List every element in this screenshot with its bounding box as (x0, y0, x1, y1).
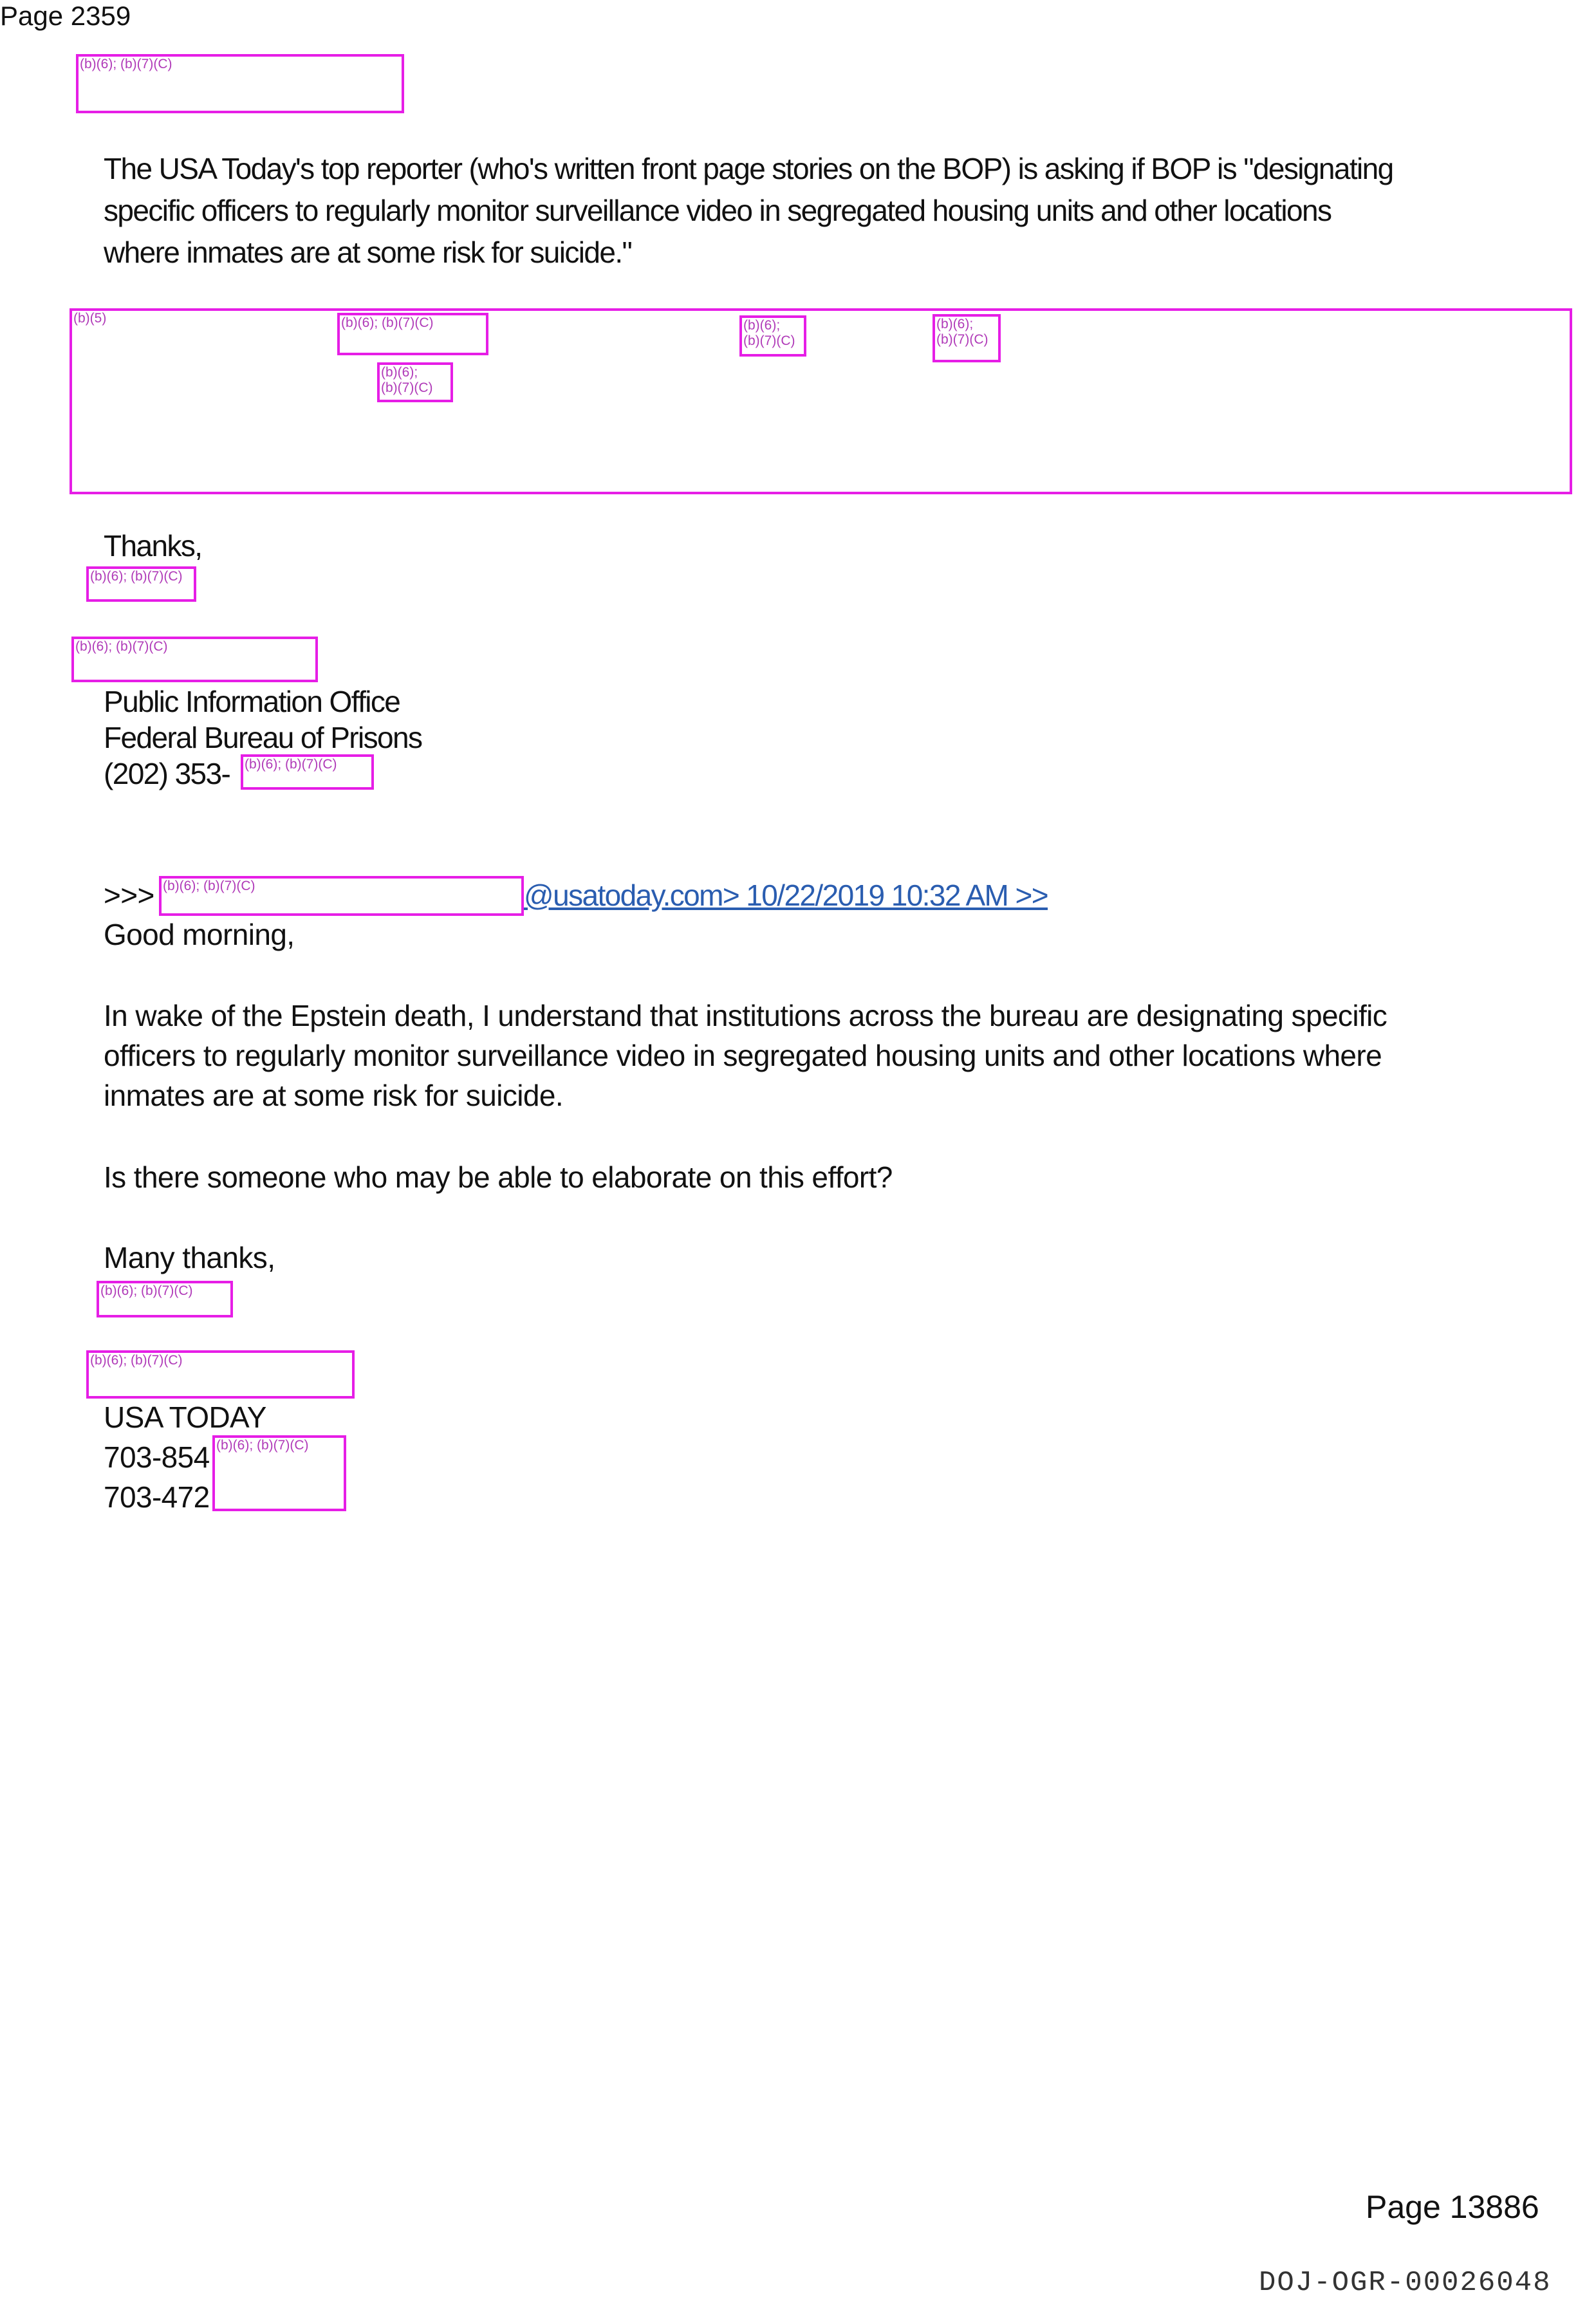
signature-agency: Federal Bureau of Prisons (104, 721, 422, 754)
text-line: inmates are at some risk for suicide. (104, 1079, 564, 1112)
redaction-box (739, 315, 806, 357)
redaction-box (97, 1281, 233, 1317)
signature-org: USA TODAY (104, 1401, 266, 1434)
redaction-box (337, 313, 488, 355)
quote-prefix: >>> (104, 879, 154, 912)
redaction-label: (b)(6); (b)(7)(C) (936, 317, 988, 347)
footer-page-number: Page 13886 (1366, 2189, 1539, 2225)
original-paragraph (104, 996, 1387, 1115)
redaction-box (159, 876, 524, 916)
bates-number: DOJ-OGR-00026048 (1259, 2267, 1552, 2299)
redaction-label: (b)(6); (b)(7)(C) (80, 57, 172, 71)
redaction-label: (b)(6); (b)(7)(C) (90, 569, 183, 584)
forwarded-header (104, 875, 154, 915)
question: Is there someone who may be able to elaborate on this effort? (104, 1160, 893, 1194)
redaction-label: (b)(6); (b)(7)(C) (100, 1283, 193, 1298)
reply-paragraph (104, 148, 1393, 274)
redaction-label: (b)(6); (b)(7)(C) (163, 879, 255, 893)
redaction-label: (b)(6); (b)(7)(C) (245, 757, 337, 772)
signature-office: Public Information Office (104, 685, 400, 718)
greeting: Good morning, (104, 918, 295, 951)
signature-phone: 703-854 (104, 1440, 210, 1474)
redaction-box-b5 (70, 308, 1572, 494)
redaction-label: (b)(6); (b)(7)(C) (75, 639, 168, 654)
redaction-box (86, 566, 196, 602)
redaction-label: (b)(6); (b)(7)(C) (90, 1353, 183, 1368)
text-line: where inmates are at some risk for suicide." (104, 236, 632, 269)
redaction-box (377, 362, 453, 402)
text-line: specific officers to regularly monitor surveillance video in segregated housing units and other locations (104, 194, 1332, 227)
text-line: In wake of the Epstein death, I understand that institutions across the bureau are designating specific (104, 999, 1387, 1032)
original-closing: Many thanks, (104, 1241, 275, 1274)
sender-email-link[interactable]: @usatoday.com> 10/22/2019 10:32 AM >> (524, 879, 1048, 912)
redaction-box (76, 54, 404, 113)
redaction-box (86, 1350, 355, 1399)
signature-phone: (202) 353- (104, 757, 230, 790)
redaction-label: (b)(6); (b)(7)(C) (743, 318, 795, 348)
redaction-label: (b)(6); (b)(7)(C) (381, 365, 433, 395)
redaction-box (933, 314, 1001, 362)
redaction-label: (b)(6); (b)(7)(C) (341, 315, 434, 330)
redaction-label: (b)(6); (b)(7)(C) (216, 1438, 309, 1453)
reply-closing: Thanks, (104, 529, 202, 563)
text-line: officers to regularly monitor surveillance video in segregated housing units and other locations where (104, 1039, 1382, 1072)
signature-phone: 703-472 (104, 1480, 210, 1514)
text-line: The USA Today's top reporter (who's written front page stories on the BOP) is asking if BOP is "designating (104, 152, 1393, 185)
redaction-label: (b)(5) (73, 311, 107, 326)
redaction-box (241, 754, 374, 790)
redaction-box (71, 637, 318, 682)
redaction-box (212, 1435, 346, 1511)
page-number-header: Page 2359 (0, 1, 131, 31)
